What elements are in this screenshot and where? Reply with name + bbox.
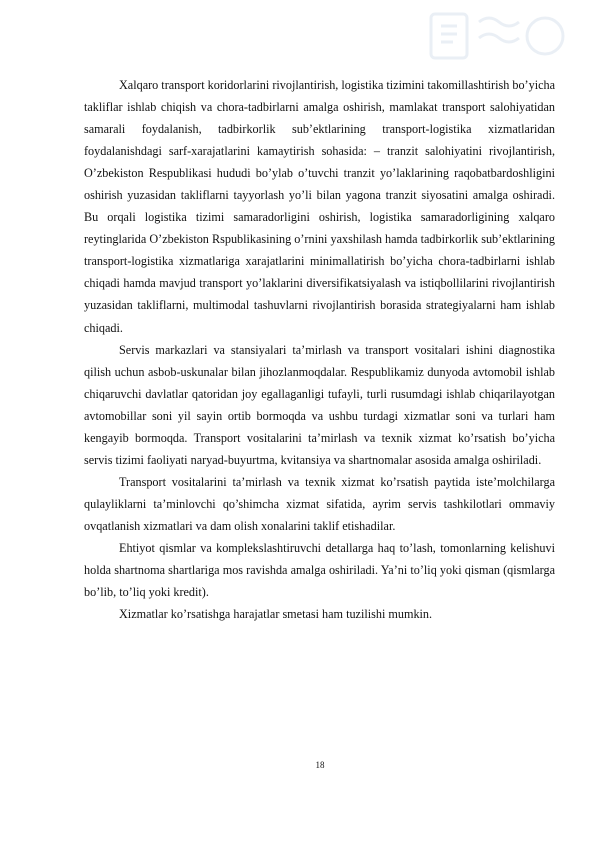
paragraph-spare-parts-payment: Ehtiyot qismlar va komplekslashtiruvchi detallarga haq to’lash, tomonlarning kelishuvi holda shartnoma shartlariga mos ravishda amalga oshiriladi. Ya’ni to’liq yoki qisman (qismlarga bo’lib, to’liq yoki kredit). (84, 540, 555, 600)
paragraph-transport-corridors: Xalqaro transport koridorlarini rivojlantirish, logistika tizimini takomillashtirish bo’yicha takliflar ishlab chiqish va chora-tadbirlarni amalga oshirish, mamlakat transport salohiyatidan samarali foydalanish, tadbirkorlik sub’ektlarining transport-logistika xizmatlaridan foydalanishdagi sarf-xarajatlarini kamaytirish sohasida: – tranzit salohiyatini rivojlantirish, O’zbekiston Respublikasi hududi bo’ylab o’tuvchi tranzit yo’laklarining raqobatbardoshligini oshirish yuzasidan takliflarni tayyorlash yo’li bilan yagona tranzit siyosatini amalga oshiradi. Bu orqali logistika tizimi samaradorligini oshirish, logistika samaradorligining xalqaro reytinglarida O’zbekiston Rspublikasining o’rnini yaxshilash hamda tadbirkorlik sub’ektlarining transport-logistika xizmatlariga xarajatlarini minimallatirish bo’yicha chora-tadbirlarni ishlab chiqadi hamda mavjud transport yo’laklarini diversifikatsiyalash va istiqbollilarini rivojlantirish yuzasidan takliflarni, multimodal tashuvlarni rivojlantirish borasida strategiyalarni ham ishlab chiqadi. (84, 78, 555, 335)
page-number: 18 (315, 760, 325, 770)
paragraph-service-centers: Servis markazlari va stansiyalari ta’mirlash va transport vositalari ishini diagnostika qilish uchun asbob-uskunalar bilan jihozlanmoqdalar. Respublikamiz dunyoda avtomobil ishlab chiqaruvchi davlatlar qatoridan joy egallaganligi tufayli, turli rusumdagi ishlab chiqarilayotgan avtomobillar soni yil sayin ortib bormoqda va ushbu turdagi xizmatlar soni va turlari ham kengayib bormoqda. Transport vositalarini ta’mirlash va texnik xizmat ko’rsatish bo’yicha servis tizimi faoliyati naryad-buyurtma, kvitansiya va shartnomalar asosida amalga oshiriladi. (84, 342, 555, 467)
body-text (84, 74, 555, 625)
paragraph-cost-estimate: Xizmatlar ko’rsatishga harajatlar smetasi ham tuzilishi mumkin. (119, 607, 433, 622)
paragraph-additional-services: Transport vositalarini ta’mirlash va texnik xizmat ko’rsatish paytida iste’molchilarga qulayliklarni ta’minlovchi qo’shimcha xizmat sifatida, ayrim servis tashkilotlari ommaviy ovqatlanish xizmatlari va dam olish xonalarini taklif etishadilar. (84, 474, 555, 533)
watermark-logo (427, 8, 577, 72)
